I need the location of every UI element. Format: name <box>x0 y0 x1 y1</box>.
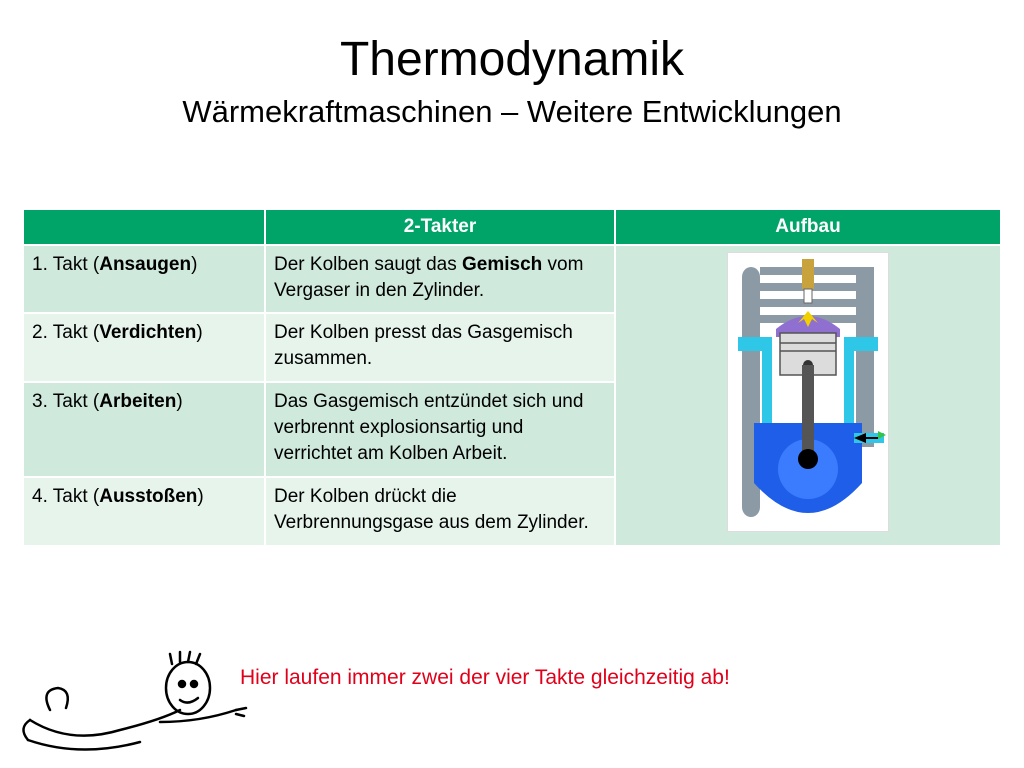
header-cell-aufbau: Aufbau <box>616 210 1000 244</box>
stroke-description-cell: Das Gasgemisch entzündet sich und verbrennt explosionsartig und verrichtet am Kolben Arbeit. <box>266 383 614 477</box>
page-title: Thermodynamik <box>339 33 685 86</box>
hint-text: Hier laufen immer zwei der vier Takte gleichzeitig ab! <box>240 666 730 689</box>
engine-diagram-cell <box>616 246 1000 545</box>
stroke-name-cell: 4. Takt (Ausstoßen) <box>24 478 264 545</box>
engine-diagram-image <box>727 252 889 532</box>
header-cell-empty <box>24 210 264 244</box>
stroke-name-cell: 1. Takt (Ansaugen) <box>24 246 264 312</box>
stroke-description-cell: Der Kolben drückt die Verbrennungsgase aus dem Zylinder. <box>266 478 614 545</box>
table-header-row <box>24 210 1000 244</box>
stroke-name-cell: 2. Takt (Verdichten) <box>24 314 264 380</box>
page-subtitle: Wärmekraftmaschinen – Weitere Entwicklungen <box>182 94 842 129</box>
stroke-name-cell: 3. Takt (Arbeiten) <box>24 383 264 477</box>
two-stroke-engine-icon <box>728 253 888 531</box>
lying-figure-icon <box>10 650 250 760</box>
header-cell-2-takter: 2-Takter <box>266 210 614 244</box>
stroke-table <box>22 208 1002 547</box>
table-row <box>24 246 1000 312</box>
stroke-description-cell: Der Kolben saugt das Gemisch vom Vergaser in den Zylinder. <box>266 246 614 312</box>
stroke-description-cell: Der Kolben presst das Gasgemisch zusammen. <box>266 314 614 380</box>
